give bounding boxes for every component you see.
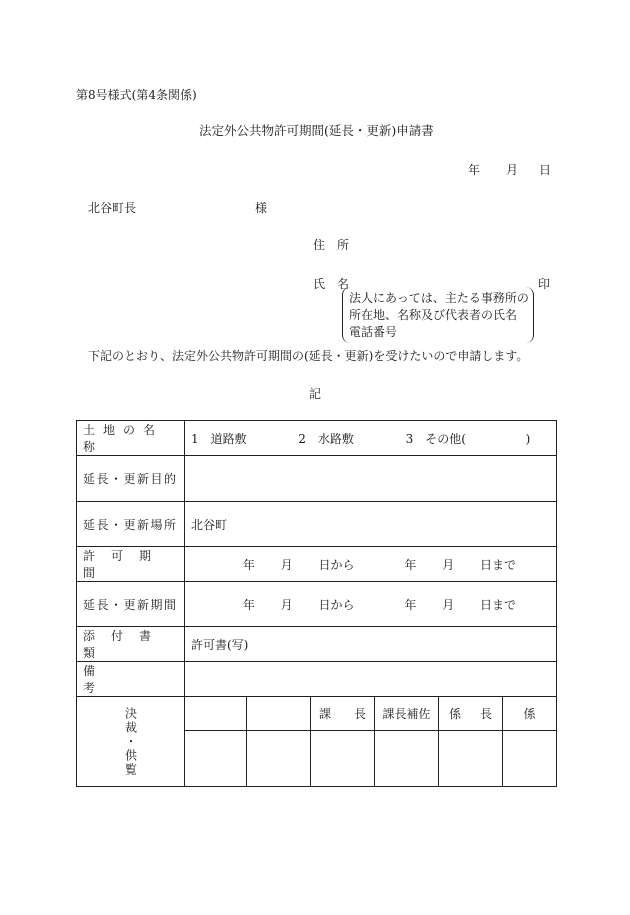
- permit-period-cell: [185, 547, 557, 582]
- name-label: 氏 名: [313, 277, 350, 291]
- land-label-cell: [77, 421, 185, 456]
- place-label: 延長・更新場所: [83, 517, 178, 532]
- date-year: 年: [468, 163, 481, 177]
- approval-head-assistant: 課長補佐: [375, 697, 439, 731]
- note-line: 法人にあっては、主たる事務所の: [349, 291, 529, 305]
- application-table: [76, 420, 557, 787]
- permit-to-month: 月: [442, 557, 455, 572]
- attach-label-cell: [77, 627, 185, 662]
- date-month: 月: [506, 163, 519, 177]
- ki-heading: 記: [309, 387, 322, 401]
- applicant-note: [342, 287, 534, 343]
- approval-head-staff: 係: [503, 697, 557, 731]
- land-option-water: 2 水路敷: [298, 431, 354, 446]
- permit-to-day: 日まで: [480, 557, 517, 572]
- land-option-other: 3 その他(: [405, 431, 466, 446]
- attach-label: 添付書類: [83, 629, 168, 660]
- extend-from-year: 年: [242, 597, 255, 612]
- page-title: 法定外公共物許可期間(延長・更新)申請書: [199, 123, 434, 138]
- extend-from-day: 日から: [318, 597, 355, 612]
- approval-stamp-cell: [311, 731, 375, 787]
- extend-label-cell: [77, 582, 185, 627]
- place-label-cell: [77, 502, 185, 547]
- extend-to-year: 年: [404, 597, 417, 612]
- purpose-label: 延長・更新目的: [83, 472, 178, 486]
- land-options-cell: [185, 421, 557, 456]
- approval-label-cell: [77, 697, 185, 787]
- approval-label: 決裁・供覧: [123, 706, 138, 777]
- land-option-close: ): [525, 431, 531, 446]
- body-text: 下記のとおり、法定外公共物許可期間の(延長・更新)を受けたいので申請します。: [88, 349, 529, 363]
- extend-to-month: 月: [442, 597, 455, 612]
- attach-value-cell: [185, 627, 557, 662]
- purpose-label-cell: [77, 456, 185, 502]
- extend-to-day: 日まで: [480, 597, 517, 612]
- addressee-honorific: 様: [255, 201, 268, 215]
- permit-to-year: 年: [404, 557, 417, 572]
- note-line: 所在地、名称及び代表者の氏名: [349, 308, 518, 322]
- attach-value: 許可書(写): [191, 637, 249, 652]
- approval-head-blank: [247, 697, 311, 731]
- approval-stamp-cell: [247, 731, 311, 787]
- permit-label: 許可期間: [83, 549, 168, 580]
- approval-stamp-cell: [185, 731, 247, 787]
- permit-from-year: 年: [242, 557, 255, 572]
- approval-head-section-chief: 課 長: [311, 697, 375, 731]
- address-label: 住 所: [313, 238, 350, 252]
- approval-head-blank: [185, 697, 247, 731]
- approval-head-subsection-chief: 係 長: [439, 697, 503, 731]
- form-number: 第8号様式(第4条関係): [76, 88, 197, 102]
- date-day: 日: [539, 163, 552, 177]
- remarks-label-cell: [77, 662, 185, 697]
- extend-label: 延長・更新期間: [83, 597, 178, 612]
- permit-from-day: 日から: [318, 557, 355, 572]
- place-value: 北谷町: [191, 517, 228, 532]
- permit-label-cell: [77, 547, 185, 582]
- place-value-cell: [185, 502, 557, 547]
- seal-mark: 印: [538, 277, 551, 291]
- addressee-name: 北谷町長: [88, 201, 137, 215]
- approval-stamp-cell: [503, 731, 557, 787]
- remarks-label: 備考: [83, 664, 166, 695]
- purpose-value-cell: [185, 456, 557, 502]
- approval-stamp-cell: [439, 731, 503, 787]
- note-line: 電話番号: [349, 325, 398, 339]
- permit-from-month: 月: [280, 557, 293, 572]
- extend-period-cell: [185, 582, 557, 627]
- remarks-value-cell: [185, 662, 557, 697]
- approval-stamp-cell: [375, 731, 439, 787]
- land-option-road: 1 道路敷: [191, 431, 247, 446]
- extend-from-month: 月: [280, 597, 293, 612]
- land-label: 土地の名称: [83, 423, 164, 454]
